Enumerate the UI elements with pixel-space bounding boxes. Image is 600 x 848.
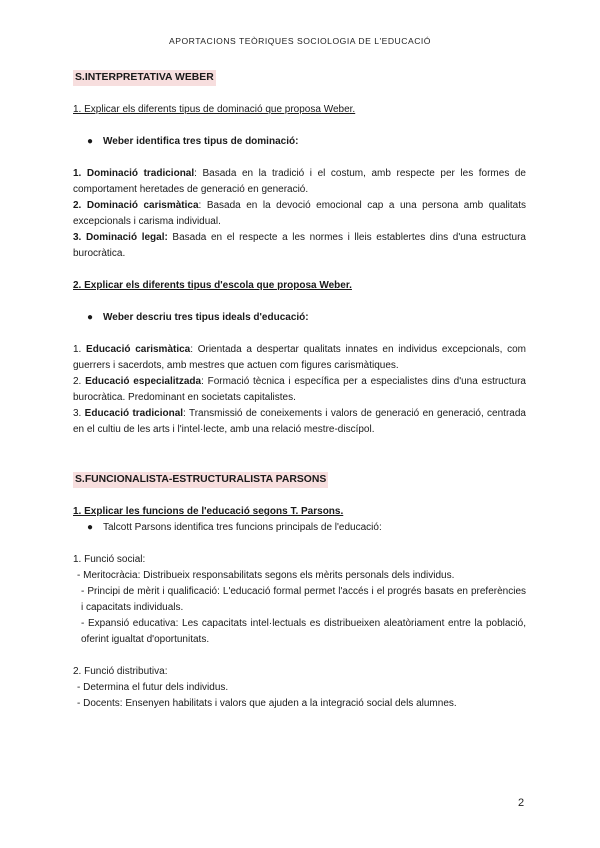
education-item: 2. Educació especialitzada: Formació tècnica i específica per a especialistes dins d'una estructura burocràtica. Predominant en societats capitalistes. [73, 376, 526, 403]
function-heading: 2. Funció distributiva: [73, 666, 168, 677]
page-header: APORTACIONS TEÒRIQUES SOCIOLOGIA DE L'EDUCACIÓ [169, 36, 431, 46]
function-line: - Principi de mèrit i qualificació: L'educació formal permet l'accés i el progrés basats en preferències i capacitats individuals. [81, 586, 526, 613]
education-item: 1. Educació carismàtica: Orientada a despertar qualitats innates en individus excepcionals, com guerrers i sacerdots, amb mestres que actuen com figures carismàtiques. [73, 344, 527, 371]
bullet-dot-icon: ● [87, 522, 94, 533]
domination-item: 3. Dominació legal: Basada en el respecte a les normes i lleis establertes dins d'una estructura burocràtica. [73, 232, 526, 259]
section-parsons [73, 472, 526, 488]
domination-item: 2. Dominació carismàtica: Basada en la devoció emocional cap a una persona amb qualitats excepcionals i carisma individual. [73, 200, 526, 227]
function-line: - Meritocràcia: Distribueix responsabilitats segons els mèrits personals dels individus. [77, 570, 455, 581]
function-line: - Expansió educativa: Les capacitats intel·lectuals es distribueixen aleatòriament entre la població, oferint igualtat d'oportunitats. [81, 618, 526, 645]
bullet-parsons-functions: ● Talcott Parsons identifica tres funcions principals de l'educació: [73, 520, 526, 536]
section-title-parsons: S.FUNCIONALISTA-ESTRUCTURALISTA PARSONS [73, 472, 328, 488]
question-parsons-functions: 1. Explicar les funcions de l'educació segons T. Parsons. [73, 506, 344, 517]
function-line: - Determina el futur dels individus. [77, 682, 229, 693]
bullet-weber-domination: ● Weber identifica tres tipus de dominació: [73, 134, 526, 150]
bullet-dot-icon: ● [87, 136, 94, 147]
section-weber [73, 70, 526, 86]
bullet-weber-school: ● Weber descriu tres tipus ideals d'educació: [73, 310, 526, 326]
question-weber-domination: 1. Explicar els diferents tipus de dominació que proposa Weber. [73, 104, 356, 115]
page-number: 2 [518, 797, 525, 809]
function-heading: 1. Funció social: [73, 554, 146, 565]
question-weber-school: 2. Explicar els diferents tipus d'escola que proposa Weber. [73, 280, 352, 291]
document-body [73, 70, 526, 712]
function-line: - Docents: Ensenyen habilitats i valors que ajuden a la integració social dels alumnes. [77, 698, 457, 709]
domination-item: 1. Dominació tradicional: Basada en la tradició i el costum, amb respecte per les formes de comportament heretades de generació en generació. [73, 168, 526, 195]
education-item: 3. Educació tradicional: Transmissió de coneixements i valors de generació en generació, centrada en el cultiu de les arts i l'intel·lecte, amb una relació mestre-discípol. [73, 408, 526, 435]
section-title-weber: S.INTERPRETATIVA WEBER [73, 70, 216, 86]
bullet-dot-icon: ● [87, 312, 94, 323]
